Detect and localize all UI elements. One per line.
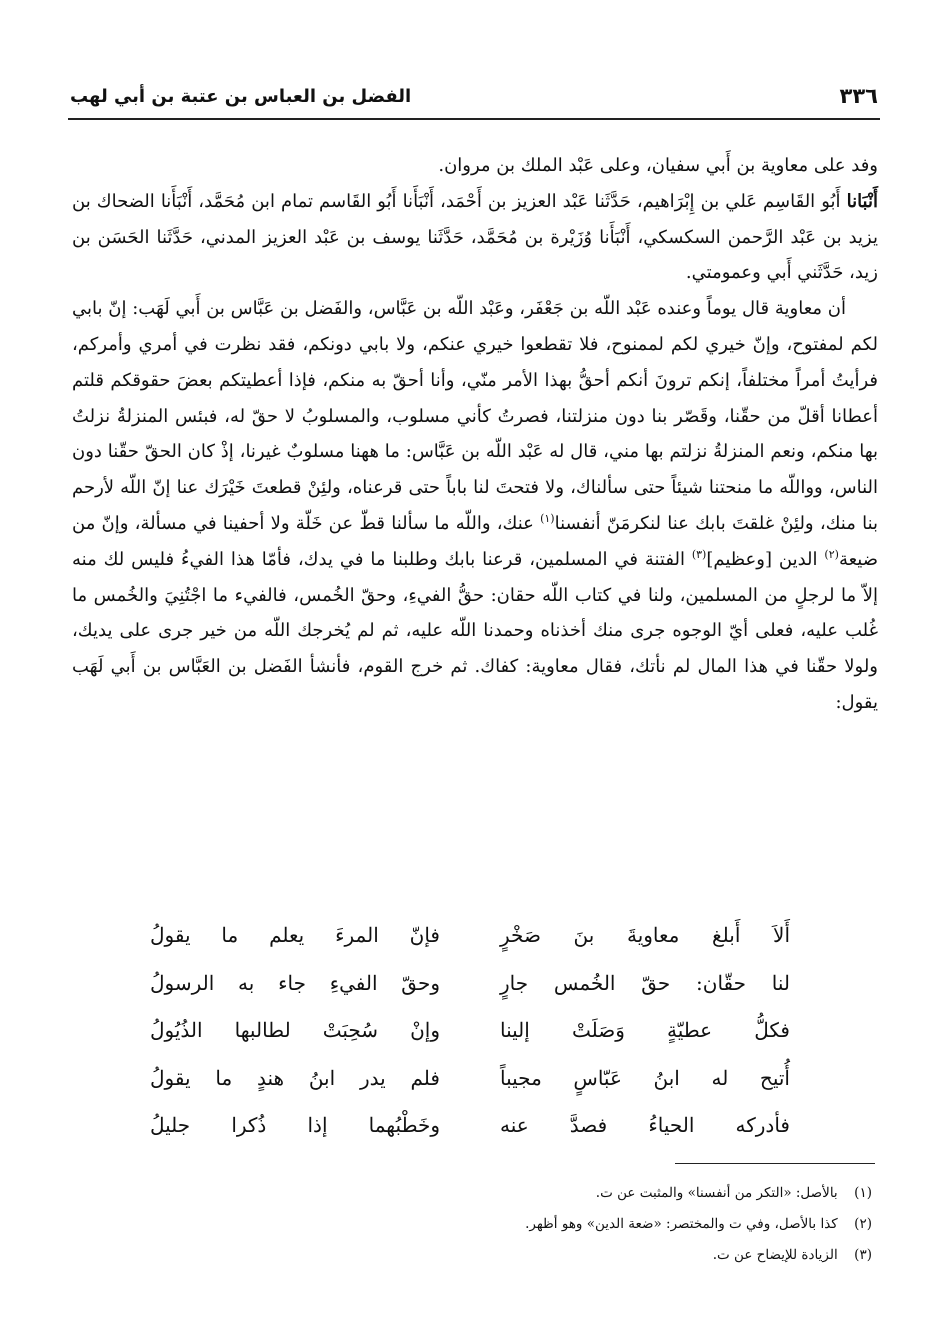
footnote bbox=[200, 1240, 872, 1271]
verse-second-half: فلم يدر ابنُ هندٍ ما يقولُ bbox=[150, 1065, 440, 1090]
header-rule bbox=[68, 118, 880, 120]
poem-verse bbox=[150, 1055, 790, 1103]
footnote-text: كذا بالأصل، وفي ت والمختصر: «ضعة الدين» وهو أظهر. bbox=[525, 1216, 838, 1232]
footnotes bbox=[200, 1178, 872, 1271]
footnote-rule bbox=[675, 1163, 875, 1164]
footnote-number: (١) bbox=[854, 1185, 872, 1201]
verse-first-half: لنا حقّان: حقّ الخُمس جارٍ bbox=[500, 970, 790, 995]
footnote-text: بالأصل: «التكر من أنفسنا» والمثبت عن ت. bbox=[595, 1185, 838, 1201]
poem-verse bbox=[150, 1102, 790, 1150]
running-title: الفضل بن العباس بن عتبة بن أبي لهب bbox=[70, 85, 412, 107]
story-text-1: أن معاوية قال يوماً وعنده عَبْد اللّه بن جَعْفَر، وعَبْد اللّه بن عَبَّاس، والفَضل بن عَبَّاس بن أَبي لَهَب: إنّ بابي لكم لمفتوح، وإنّ خيري لكم لممنوح، فلا تقطعوا خيري عنكم، ولا بابي دونكم، فقد نظرت في أمري وأمركم، فرأيتُ أمراً مختلفاً، إنكم ترونَ أنكم أحقُّ بهذا الأمر منّي، وأنا أحقّ به منكم، فإذا أعطيتكم بعضَ حقوقكم قلتم أعطانا أقلّ من حقّنا، وقَصّر بنا دون منزلتنا، فصرتُ كأني مسلوب، والمسلوبُ لا حقّ له، فبئس المنزلةُ نزلتُ بها منكم، ونعم المنزلةُ نزلتم بها مني، قال له عَبْد اللّه بن عَبَّاس: ما ههنا مسلوبٌ غيرنا، إذْ كان الحقّ حقّنا دون الناس، وواللّه ما منحتنا شيئاً حتى سألناك، ولا فتحتَ لنا باباً حتى قرعناه، ولئِنْ قطعتَ خَيْرَك عنا إنّ اللّه لأرحم بنا منك، ولئِنْ غلقتَ بابك عنا لنكرمَنّ أنفسنا bbox=[72, 298, 879, 534]
footnote-text: الزيادة للإيضاح عن ت. bbox=[712, 1247, 838, 1263]
story-text-3: الدين [وعظيم] bbox=[706, 548, 825, 570]
footnote-number: (٢) bbox=[854, 1216, 872, 1232]
verse-first-half: فأدركه الحياءُ فصدَّ عنه bbox=[500, 1113, 790, 1137]
footnote-marker-1[interactable]: (١) bbox=[540, 511, 555, 525]
page-number: ٣٣٦ bbox=[839, 84, 878, 108]
verse-second-half: وحقّ الفيءِ جاء به الرسولُ bbox=[150, 970, 440, 995]
footnote bbox=[200, 1178, 872, 1209]
footnote bbox=[200, 1209, 872, 1240]
verse-second-half: وإنْ سُحِبَتْ لطالبها الذُيُولُ bbox=[150, 1018, 440, 1042]
opening-paragraph: وفد على معاوية بن أَبي سفيان، وعلى عَبْد الملك بن مروان. bbox=[438, 155, 878, 176]
verse-first-half: فكلُّ عطيّةٍ وَصَلَتْ إلينا bbox=[500, 1018, 790, 1042]
footnote-number: (٣) bbox=[854, 1247, 872, 1263]
poem-verse bbox=[150, 1007, 790, 1055]
page-header bbox=[70, 78, 878, 114]
poem-verse bbox=[150, 960, 790, 1008]
verse-first-half: أُتيح له ابنُ عَبّاسٍ مجيباً bbox=[500, 1065, 790, 1090]
verse-first-half: أَلاَ أَبلغ معاويةَ بنَ صَخْرٍ bbox=[500, 923, 790, 947]
main-text bbox=[72, 148, 878, 721]
story-paragraph bbox=[72, 291, 878, 721]
poem bbox=[150, 912, 790, 1150]
story-text-2: عنك، واللّه ما سألنا قطّ عن خَلّة ولا أحفينا في مسألة، وإنّ من ضيعة bbox=[72, 512, 878, 570]
isnad-lead-word: أَنْبَانا bbox=[846, 190, 878, 212]
verse-second-half: وخَطْبُهما إذا ذُكرا جليلُ bbox=[150, 1113, 440, 1137]
story-text-4: الفتنة في المسلمين، قرعنا بابك وطلبنا ما في يدك، فأمّا هذا الفيءُ فليس لك منه إلاّ ما لرجلٍ من المسلمين، ولنا في كتاب اللّه حقان: حقُّ الفيءِ، وحقّ الخُمس، فالفيء ما اجْتُنِيَ والخُمس ما غُلب عليه، فعلى أيّ الوجوه جرى منك أخذناه وحمدنا اللّه عليه، ثم لم يُخرجك اللّه من خير جرى على يديك، ولولا حقّنا في هذا المال لم نأتك، فقال معاوية: كفاك. ثم خرج القوم، فأنشأ الفَضل بن العَبَّاس بن أَبي لَهَب يقول: bbox=[72, 548, 878, 713]
verse-second-half: فإنّ المرءَ يعلم ما يقولُ bbox=[150, 923, 440, 947]
isnad-paragraph bbox=[72, 184, 878, 291]
poem-verse bbox=[150, 912, 790, 960]
footnote-marker-3[interactable]: (٣) bbox=[691, 547, 707, 561]
footnote-marker-2[interactable]: (٢) bbox=[824, 547, 839, 561]
isnad-text: أَبُو القَاسِم عَلي بن إِبْرَاهيم، حَدَّثَنا عَبْد العزيز بن أَحْمَد، أَنْبَأَنا أَبُو القَاسم تمام ابن مُحَمَّد، أَنْبَأَنا الضحاك بن يزيد بن عَبْد الرَّحمن السكسكي، أَنْبَأَنا وُزَيْرة بن مُحَمَّد، حَدَّثَنا يوسف بن عَبْد العزيز المدني، حَدَّثَنا الحَسَن بن زيد، حَدَّثَني أَبي وعمومتي. bbox=[72, 190, 878, 284]
